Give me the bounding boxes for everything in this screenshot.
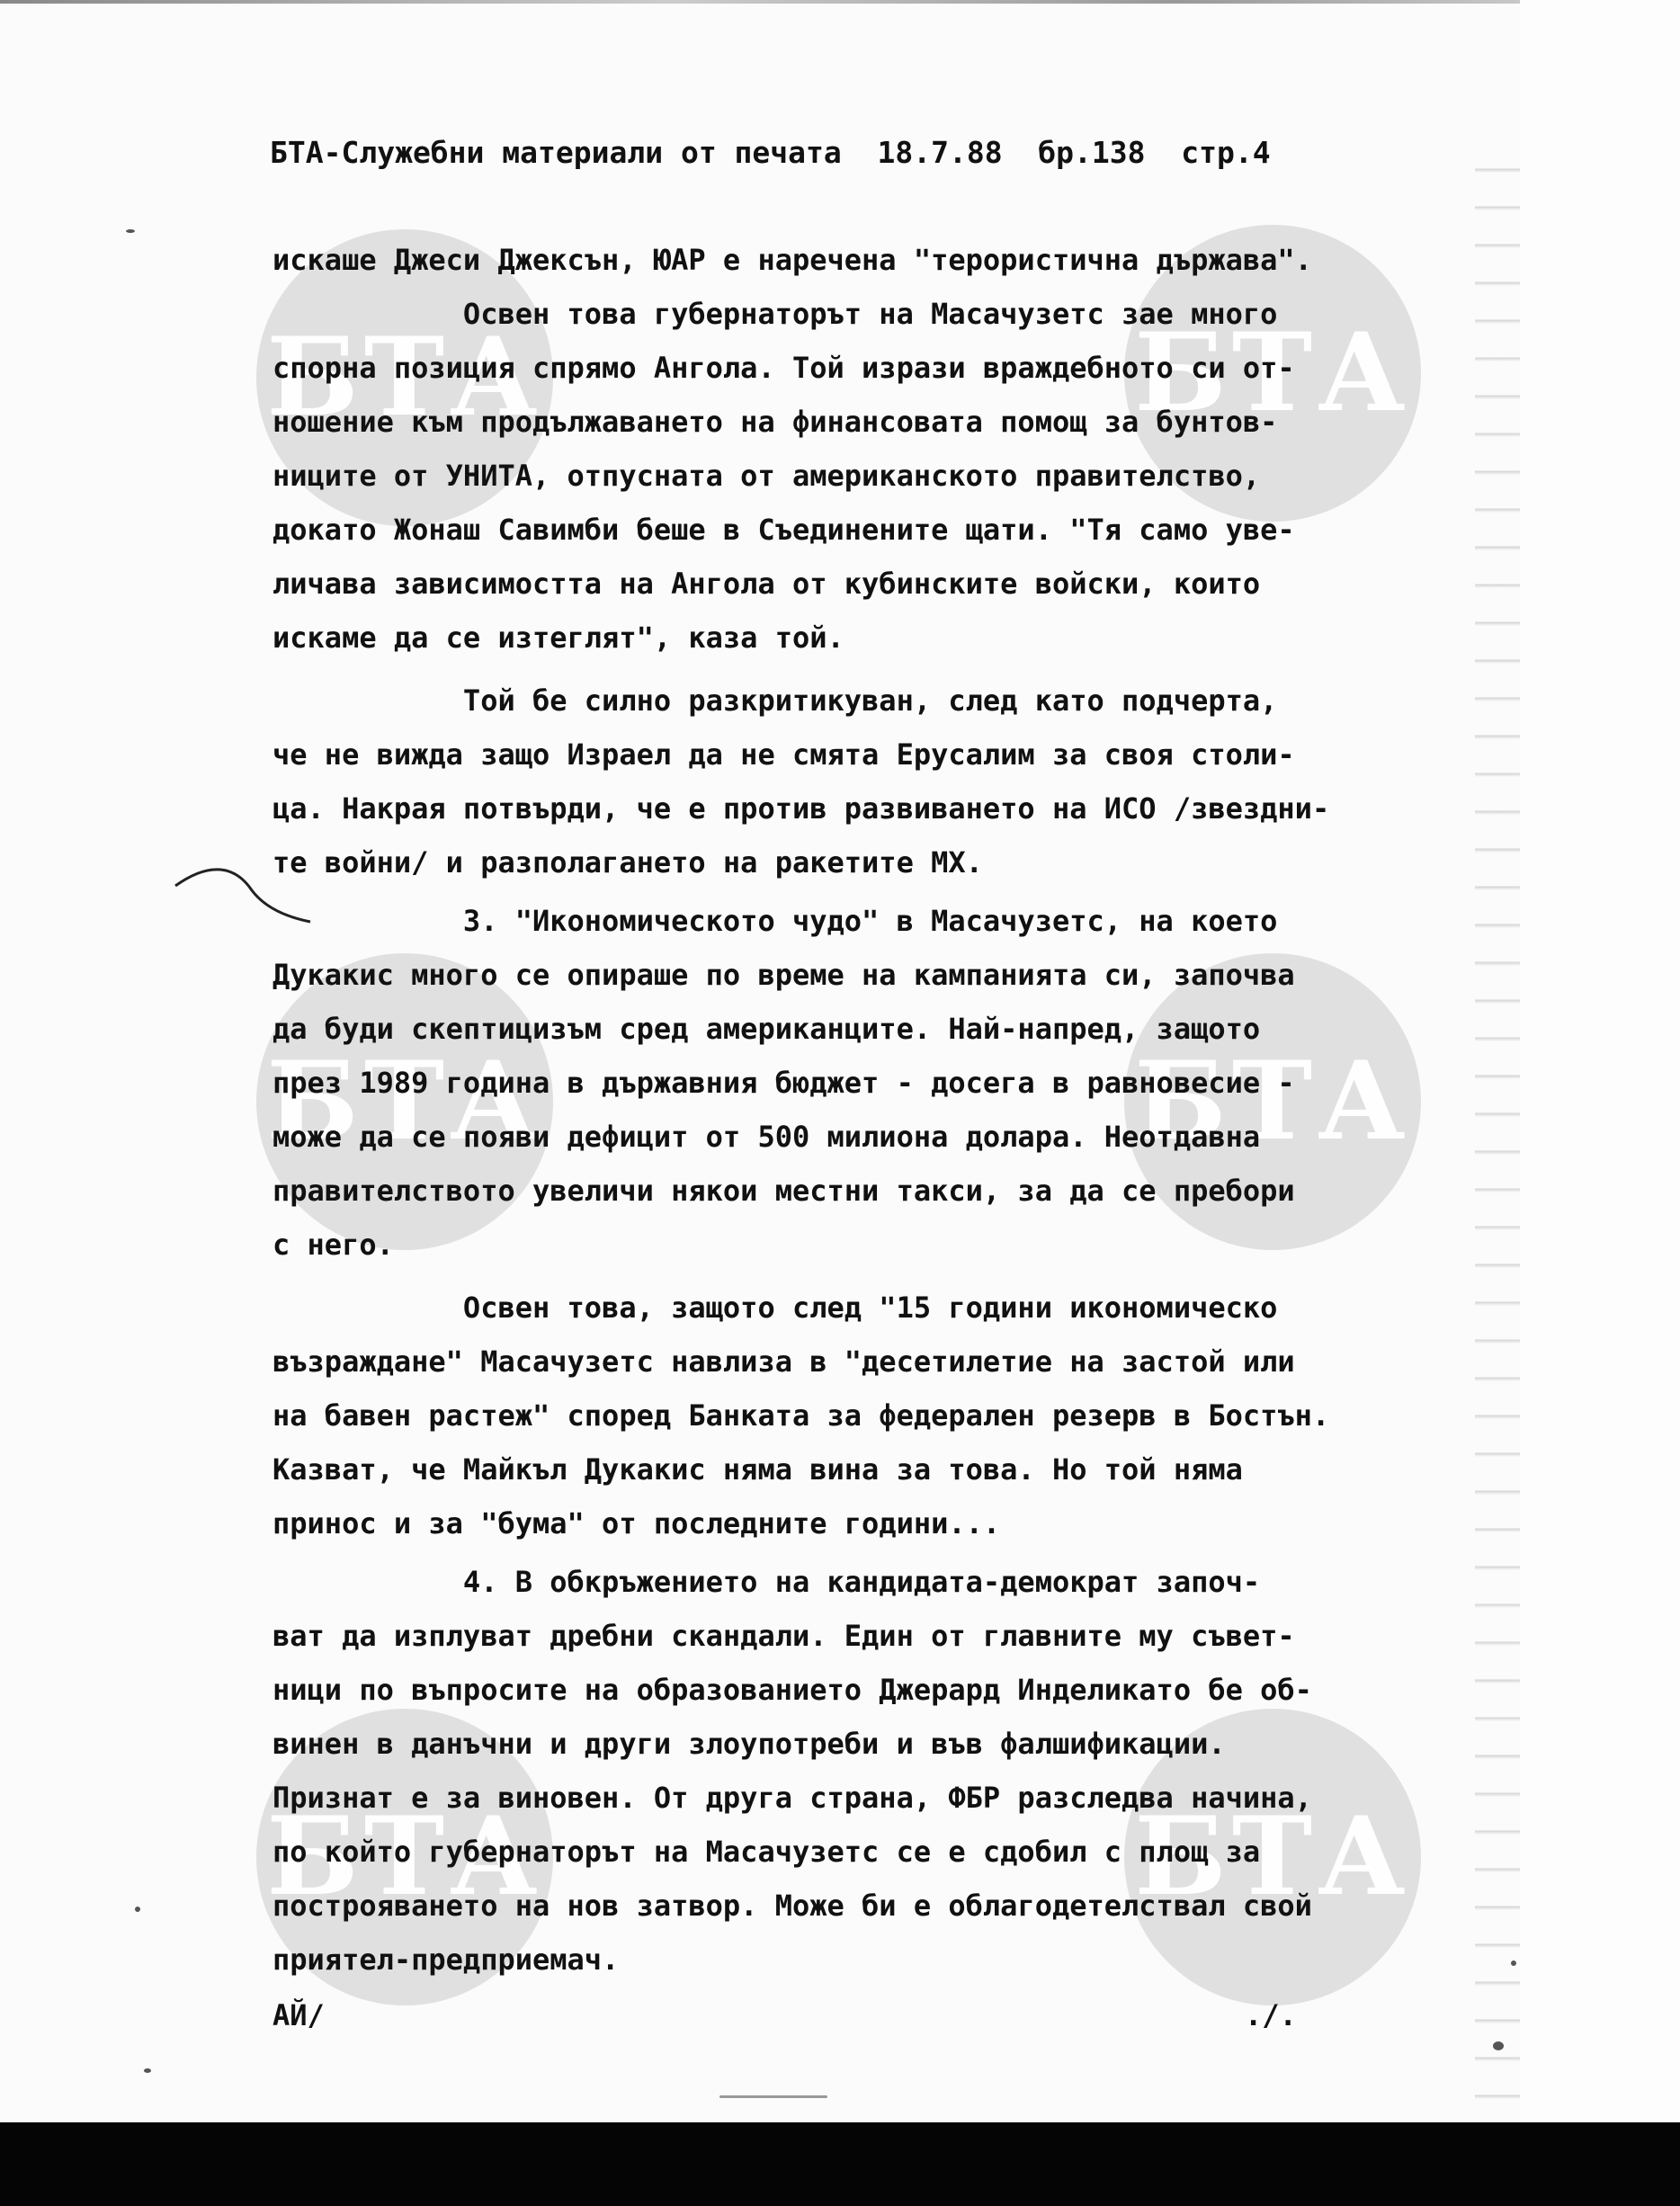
body-line: че не вижда защо Израел да не смята Ерусалим за своя столи- xyxy=(273,737,1295,772)
body-line: винен в данъчни и други злоупотреби и във фалшификации. xyxy=(273,1727,1226,1761)
body-line: по който губернаторът на Масачузетс се е сдобил с площ за xyxy=(273,1835,1261,1869)
scan-dust xyxy=(719,2095,827,2098)
body-line: да буди скептицизъм сред американците. Най-напред, защото xyxy=(273,1012,1261,1046)
body-line: искаше Джеси Джексън, ЮАР е наречена "терористична държава". xyxy=(273,243,1312,277)
body-line: построяването на нов затвор. Може би е облагодетелствал свой xyxy=(273,1889,1312,1923)
body-line: правителството увеличи някои местни такси, за да се пребори xyxy=(273,1174,1295,1208)
body-line: Дукакис много се опираше по време на кампанията си, започва xyxy=(273,958,1295,992)
scan-top-edge xyxy=(0,0,1680,4)
body-line: Казват, че Майкъл Дукакис няма вина за това. Но той няма xyxy=(273,1452,1243,1487)
document-footer-initials: АЙ/ xyxy=(273,1998,325,2032)
body-line: на бавен растеж" според Банката за федерален резерв в Бостън. xyxy=(273,1398,1330,1433)
body-line: ношение към продължаването на финансовата помощ за бунтов- xyxy=(273,405,1278,439)
bta-watermark-text: БТА xyxy=(1134,309,1411,436)
body-line: през 1989 година в държавния бюджет - досега в равновесие - xyxy=(273,1066,1295,1100)
body-line: 4. В обкръжението на кандидата-демократ започ- xyxy=(273,1565,1261,1599)
body-line: 3. "Икономическото чудо" в Масачузетс, на което xyxy=(273,904,1278,938)
body-line: ници по въпросите на образованието Джерард Инделикато бе об- xyxy=(273,1673,1312,1707)
body-line: спорна позиция спрямо Ангола. Той изрази враждебното си от- xyxy=(273,351,1295,385)
scan-edge-noise xyxy=(1475,135,1520,2113)
body-line: ниците от УНИТА, отпусната от американското правителство, xyxy=(273,459,1261,493)
body-line: Освен това губернаторът на Масачузетс зае много xyxy=(273,297,1278,331)
body-line: докато Жонаш Савимби беше в Съединените щати. "Тя само уве- xyxy=(273,513,1295,547)
body-line: ват да изплуват дребни скандали. Един от главните му съвет- xyxy=(273,1619,1295,1653)
body-line: личава зависимостта на Ангола от кубинските войски, които xyxy=(273,567,1261,601)
scan-dust xyxy=(126,229,135,233)
bta-watermark-text: БТА xyxy=(1134,1038,1411,1165)
bta-watermark-text: БТА xyxy=(266,1038,543,1165)
body-line: Признат е за виновен. От друга страна, ФБР разследва начина, xyxy=(273,1781,1312,1815)
body-line: с него. xyxy=(273,1228,394,1262)
document-footer-continuation: ./. xyxy=(1245,1998,1297,2032)
scan-right-margin xyxy=(1520,0,1680,2122)
scan-dust xyxy=(135,1907,140,1912)
scan-dust xyxy=(1493,2041,1504,2050)
body-line: искаме да се изтеглят", каза той. xyxy=(273,621,844,655)
body-line: Освен това, защото след "15 години икономическо xyxy=(273,1291,1278,1325)
body-line: може да се появи дефицит от 500 милиона долара. Неотдавна xyxy=(273,1120,1261,1154)
body-line: възраждане" Масачузетс навлиза в "десетилетие на застой или xyxy=(273,1344,1295,1379)
bta-watermark-text: БТА xyxy=(1134,1793,1411,1920)
scan-dust xyxy=(1511,1960,1516,1966)
scan-dust xyxy=(144,2068,151,2073)
bta-watermark-text: БТА xyxy=(266,1793,543,1920)
document-header: БТА-Служебни материали от печата 18.7.88 бр.138 стр.4 xyxy=(270,135,1271,170)
scan-bottom-border xyxy=(0,2122,1680,2206)
bta-watermark-text: БТА xyxy=(266,314,543,441)
body-line: принос и за "бума" от последните години... xyxy=(273,1506,1001,1541)
handwritten-margin-mark xyxy=(171,859,315,931)
body-line: Той бе силно разкритикуван, след като подчерта, xyxy=(273,683,1278,718)
body-line: ца. Накрая потвърди, че е против развиването на ИСО /звездни- xyxy=(273,791,1330,826)
body-line: те войни/ и разполагането на ракетите МХ. xyxy=(273,845,983,880)
body-line: приятел-предприемач. xyxy=(273,1943,620,1977)
